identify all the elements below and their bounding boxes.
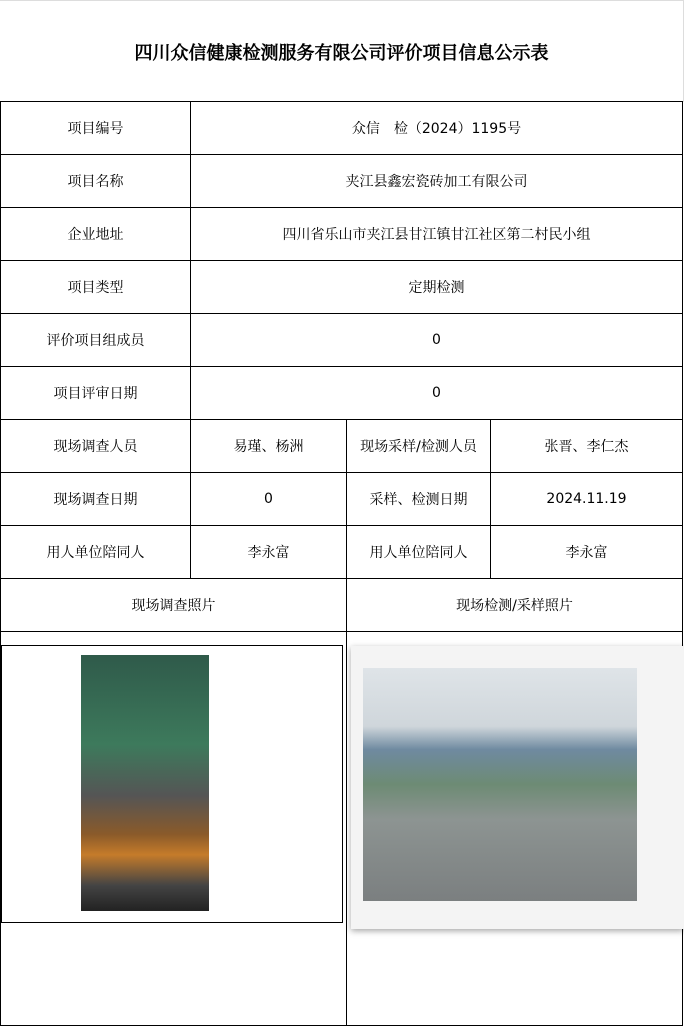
value-companion-2: 李永富 — [490, 525, 683, 579]
value-review-date: 0 — [190, 366, 683, 420]
survey-photo-frame — [1, 645, 343, 923]
label-companion-1: 用人单位陪同人 — [0, 525, 191, 579]
label-project-type: 项目类型 — [0, 260, 191, 314]
value-sampling-staff: 张晋、李仁杰 — [490, 419, 683, 473]
value-project-type: 定期检测 — [190, 260, 683, 314]
label-project-no: 项目编号 — [0, 101, 191, 155]
label-members: 评价项目组成员 — [0, 313, 191, 367]
value-project-no: 众信 检（2024）1195号 — [190, 101, 683, 155]
value-sampling-date: 2024.11.19 — [490, 472, 683, 526]
label-sampling-photos: 现场检测/采样照片 — [346, 578, 683, 632]
label-survey-staff: 现场调查人员 — [0, 419, 191, 473]
value-survey-staff: 易瑾、杨洲 — [190, 419, 347, 473]
label-survey-date: 现场调查日期 — [0, 472, 191, 526]
page-title: 四川众信健康检测服务有限公司评价项目信息公示表 — [0, 0, 684, 102]
value-companion-1: 李永富 — [190, 525, 347, 579]
label-companion-2: 用人单位陪同人 — [346, 525, 491, 579]
label-sampling-staff: 现场采样/检测人员 — [346, 419, 491, 473]
label-address: 企业地址 — [0, 207, 191, 261]
label-review-date: 项目评审日期 — [0, 366, 191, 420]
value-survey-date: 0 — [190, 472, 347, 526]
survey-photo — [81, 655, 209, 911]
label-project-name: 项目名称 — [0, 154, 191, 208]
label-sampling-date: 采样、检测日期 — [346, 472, 491, 526]
value-members: 0 — [190, 313, 683, 367]
sampling-photo-frame — [351, 646, 684, 929]
label-survey-photos: 现场调查照片 — [0, 578, 347, 632]
sampling-photo — [363, 668, 637, 901]
value-address: 四川省乐山市夹江县甘江镇甘江社区第二村民小组 — [190, 207, 683, 261]
value-project-name: 夹江县鑫宏瓷砖加工有限公司 — [190, 154, 683, 208]
